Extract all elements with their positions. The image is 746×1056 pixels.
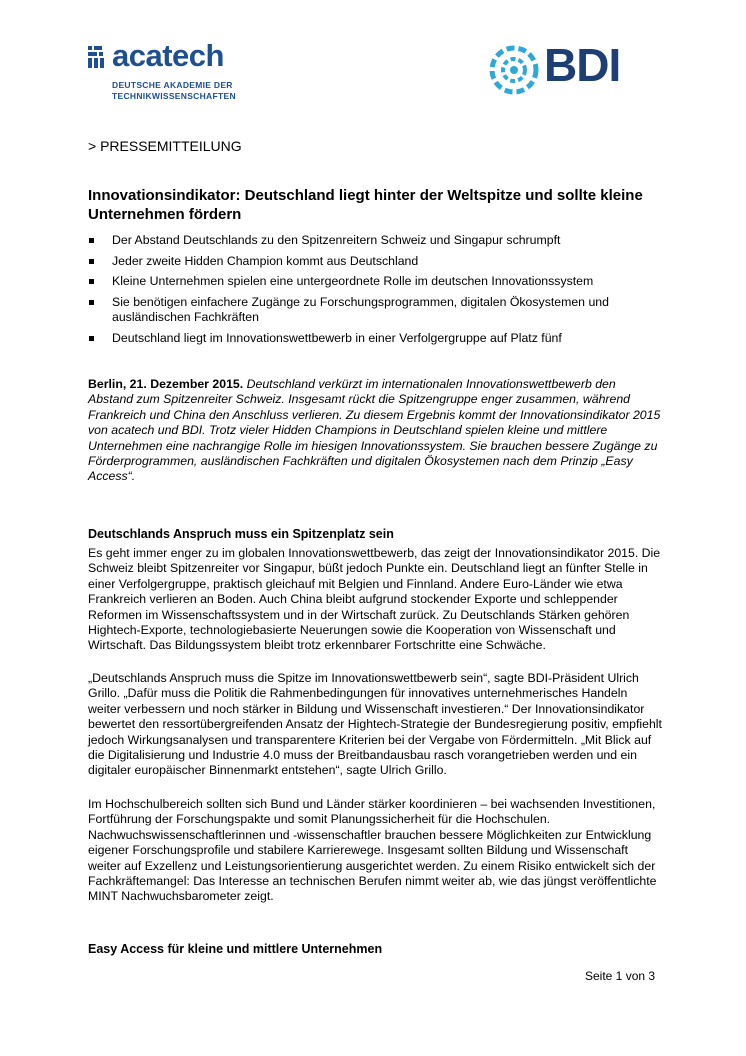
bullet-text: Deutschland liegt im Innovationswettbewerb in einer Verfolgergruppe auf Platz fünf — [112, 330, 562, 345]
lead-paragraph — [88, 377, 663, 485]
bullet-square-icon — [89, 279, 94, 284]
list-item — [88, 254, 658, 270]
bullet-text: Der Abstand Deutschlands zu den Spitzenreitern Schweiz und Singapur schrumpft — [112, 233, 561, 247]
bullet-text: Kleine Unternehmen spielen eine untergeordnete Rolle im deutschen Innovationssystem — [112, 274, 594, 288]
dateline: Berlin, 21. Dezember 2015. — [88, 377, 244, 391]
list-item — [88, 331, 658, 347]
body-paragraph: Es geht immer enger zu im globalen Innovationswettbewerb, das zeigt der Innovationsindikator 2015. Die Schweiz bleibt Spitzenreiter vor Singapur, büßt jedoch Punkte ein. Deutschland liegt an fünfter Stelle in einer Verfolgergruppe, praktisch gleichauf mit Belgien und Finnland. Andere Euro-Länder wie etwa Frankreich verlieren an Boden. Auch China bleibt aufgrund stockender Exporte und schleppender Reformen im Wissenschaftssystem und in der Wirtschaft zurück. Zu Deutschlands Stärken gehören Hightech-Exporte, technologiebasierte Neuerungen sowie die Kooperation von Wissenschaft und Wirtschaft. Das Bildungssystem bleibt trotz erkennbarer Fortschritte eine Schwäche. — [88, 546, 661, 653]
bdi-logo — [488, 39, 658, 94]
headline: Innovationsindikator: Deutschland liegt hinter der Weltspitze und sollte kleine Unternehmen fördern — [88, 187, 643, 223]
body-paragraph: „Deutschlands Anspruch muss die Spitze im Innovationswettbewerb sein“, sagte BDI-Präsident Ulrich Grillo. „Dafür muss die Politik die Rahmenbedingungen für innovatives unternehmerisches Handeln weiter verbessern und noch stärker in Bildung und Wissenschaft investieren.“ Der Innovationsindikator bewertet den ressortübergreifenden Ansatz der Hightech-Strategie der Bundesregierung positiv, empfiehlt jedoch Wirkungsanalysen und transparentere Kriterien bei der Vergabe von Fördermitteln. „Mit Blick auf die Digitalisierung und Industrie 4.0 muss der Breitbandausbau rasch vorangetrieben werden und ein digitaler europäischer Binnenmarkt entstehen“, sagte Ulrich Grillo. — [88, 671, 662, 778]
acatech-logo-text: acatech — [112, 38, 224, 73]
bdi-emblem-icon — [488, 44, 540, 96]
bullet-square-icon — [89, 238, 94, 243]
page-number: Seite 1 von 3 — [585, 969, 656, 983]
list-item — [88, 233, 658, 249]
bdi-logo-text: BDI — [544, 39, 621, 91]
bullet-text: Sie benötigen einfachere Zugänge zu Forschungsprogrammen, digitalen Ökosystemen und ausländischen Fachkräften — [112, 294, 609, 324]
bullet-text: Jeder zweite Hidden Champion kommt aus Deutschland — [112, 253, 419, 268]
acatech-subtitle-line1: DEUTSCHE AKADEMIE DER — [112, 80, 233, 90]
acatech-subtitle-line2: TECHNIKWISSENSCHAFTEN — [112, 91, 236, 101]
bullet-list — [88, 233, 658, 351]
section-heading: Deutschlands Anspruch muss ein Spitzenplatz sein — [88, 527, 394, 541]
body-paragraph: Im Hochschulbereich sollten sich Bund und Länder stärker koordinieren – bei wachsenden Investitionen, Fortführung der Forschungspakte und somit Planungssicherheit für die Hochschulen. Nachwuchswissenschaftlerinnen und -wissenschaftler brauchen bessere Möglichkeiten zur Entwicklung eigener Forschungsprofile und stabilere Karrierewege. Insgesamt sollten Bildung und Wissenschaft weiter auf Exzellenz und Leistungsorientierung ausgerichtet werden. Zu einem Risiko entwickelt sich der Fachkräftemangel: Das Interesse an technischen Berufen nimmt weiter ab, wie das jüngst veröffentlichte MINT Nachwuchsbarometer zeigt. — [88, 797, 657, 904]
acatech-logo — [88, 38, 248, 106]
acatech-mark-icon — [88, 46, 108, 68]
bullet-square-icon — [89, 300, 94, 305]
bullet-square-icon — [89, 336, 94, 341]
section-label: > PRESSEMITTEILUNG — [88, 138, 242, 154]
section-heading: Easy Access für kleine und mittlere Unternehmen — [88, 942, 383, 956]
bullet-square-icon — [89, 259, 94, 264]
list-item — [88, 295, 658, 326]
list-item — [88, 274, 658, 290]
lead-text: Deutschland verkürzt im internationalen Innovationswettbewerb den Abstand zum Spitzenreiter Schweiz. Insgesamt rückt die Spitzengruppe enger zusammen, während Frankreich und China den Anschluss verlieren. Zu diesem Ergebnis kommt der Innovationsindikator 2015 von acatech und BDI. Trotz vieler Hidden Champions in Deutschland spielen kleine und mittlere Unternehmen eine nachrangige Rolle im hiesigen Innovationssystem. Sie brauchen bessere Zugänge zu Förderprogrammen, ausländischen Fachkräften und digitalen Ökosystemen nach dem Prinzip „Easy Access“. — [88, 377, 661, 484]
acatech-subtitle — [112, 80, 236, 102]
